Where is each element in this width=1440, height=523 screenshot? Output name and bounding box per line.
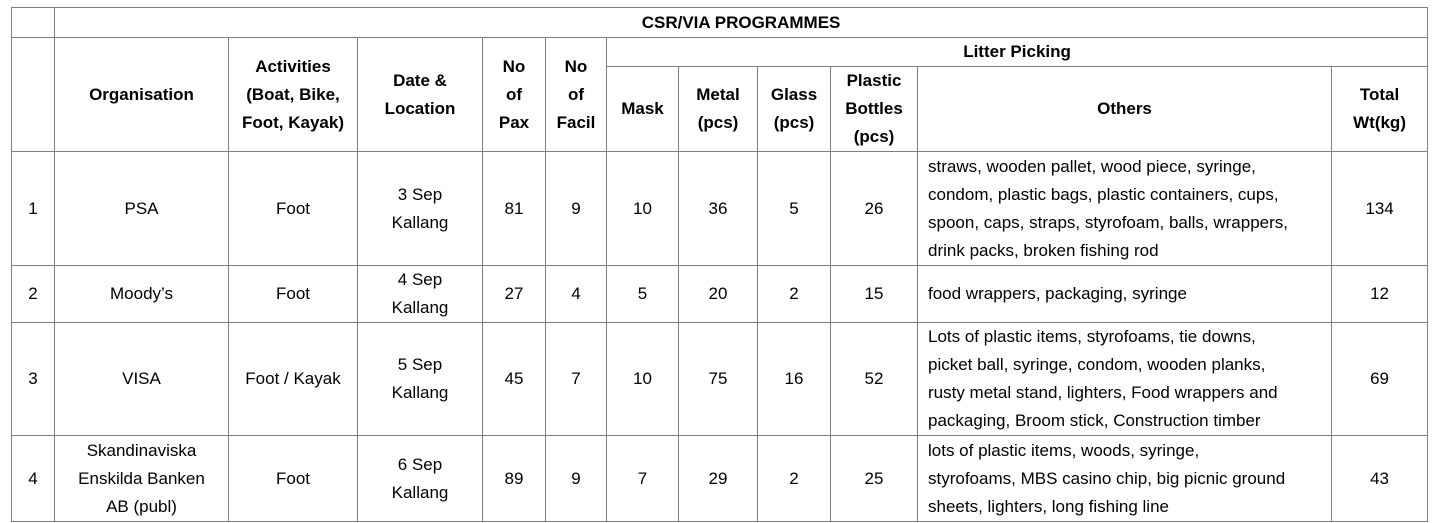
metal-cell: 75 [679, 323, 758, 436]
mask-cell: 10 [607, 323, 679, 436]
row-number: 3 [12, 323, 55, 436]
header-total-wt: Total Wt(kg) [1332, 67, 1428, 152]
header-glass: Glass (pcs) [758, 67, 831, 152]
plastic-cell: 25 [831, 436, 918, 522]
total-cell: 12 [1332, 266, 1428, 323]
pax-cell: 45 [483, 323, 546, 436]
header-organisation: Organisation [55, 38, 229, 152]
mask-cell: 7 [607, 436, 679, 522]
glass-cell: 2 [758, 436, 831, 522]
table-row [12, 323, 1428, 436]
glass-cell: 5 [758, 152, 831, 266]
plastic-cell: 26 [831, 152, 918, 266]
plastic-cell: 52 [831, 323, 918, 436]
facil-cell: 4 [546, 266, 607, 323]
row-number: 2 [12, 266, 55, 323]
plastic-cell: 15 [831, 266, 918, 323]
facil-cell: 9 [546, 152, 607, 266]
date-location-cell: 5 Sep Kallang [358, 323, 483, 436]
header-metal: Metal (pcs) [679, 67, 758, 152]
organisation-cell: VISA [55, 323, 229, 436]
activity-cell: Foot / Kayak [229, 323, 358, 436]
table-row [12, 266, 1428, 323]
header-plastic-bottles: Plastic Bottles (pcs) [831, 67, 918, 152]
table-row [12, 436, 1428, 522]
header-litter-picking: Litter Picking [607, 38, 1428, 67]
total-cell: 69 [1332, 323, 1428, 436]
empty-corner-cell [12, 8, 55, 38]
table-row [12, 152, 1428, 266]
activity-cell: Foot [229, 436, 358, 522]
pax-cell: 27 [483, 266, 546, 323]
total-cell: 43 [1332, 436, 1428, 522]
facil-cell: 7 [546, 323, 607, 436]
metal-cell: 36 [679, 152, 758, 266]
title-row [12, 8, 1428, 38]
activity-cell: Foot [229, 152, 358, 266]
row-number: 1 [12, 152, 55, 266]
total-cell: 134 [1332, 152, 1428, 266]
pax-cell: 89 [483, 436, 546, 522]
others-cell: lots of plastic items, woods, syringe, styrofoams, MBS casino chip, big picnic ground sheets, lighters, long fishing line [918, 436, 1332, 522]
date-location-cell: 4 Sep Kallang [358, 266, 483, 323]
date-location-cell: 6 Sep Kallang [358, 436, 483, 522]
header-row-1 [12, 38, 1428, 67]
metal-cell: 29 [679, 436, 758, 522]
header-no-of-facil: No of Facil [546, 38, 607, 152]
csr-via-programmes-table [11, 7, 1428, 522]
mask-cell: 10 [607, 152, 679, 266]
organisation-cell: PSA [55, 152, 229, 266]
others-cell: food wrappers, packaging, syringe [918, 266, 1332, 323]
header-no-of-pax: No of Pax [483, 38, 546, 152]
others-cell: straws, wooden pallet, wood piece, syringe, condom, plastic bags, plastic containers, cups, spoon, caps, straps, styrofoam, balls, wrappers, drink packs, broken fishing rod [918, 152, 1332, 266]
glass-cell: 2 [758, 266, 831, 323]
header-mask: Mask [607, 67, 679, 152]
others-cell: Lots of plastic items, styrofoams, tie downs, picket ball, syringe, condom, wooden planks, rusty metal stand, lighters, Food wrappers and packaging, Broom stick, Construction timber [918, 323, 1332, 436]
metal-cell: 20 [679, 266, 758, 323]
organisation-cell: Skandinaviska Enskilda Banken AB (publ) [55, 436, 229, 522]
header-date-location: Date & Location [358, 38, 483, 152]
organisation-cell: Moody’s [55, 266, 229, 323]
empty-header-cell [12, 38, 55, 152]
glass-cell: 16 [758, 323, 831, 436]
row-number: 4 [12, 436, 55, 522]
table-title: CSR/VIA PROGRAMMES [55, 8, 1428, 38]
pax-cell: 81 [483, 152, 546, 266]
header-others: Others [918, 67, 1332, 152]
facil-cell: 9 [546, 436, 607, 522]
mask-cell: 5 [607, 266, 679, 323]
date-location-cell: 3 Sep Kallang [358, 152, 483, 266]
header-activities: Activities (Boat, Bike, Foot, Kayak) [229, 38, 358, 152]
activity-cell: Foot [229, 266, 358, 323]
